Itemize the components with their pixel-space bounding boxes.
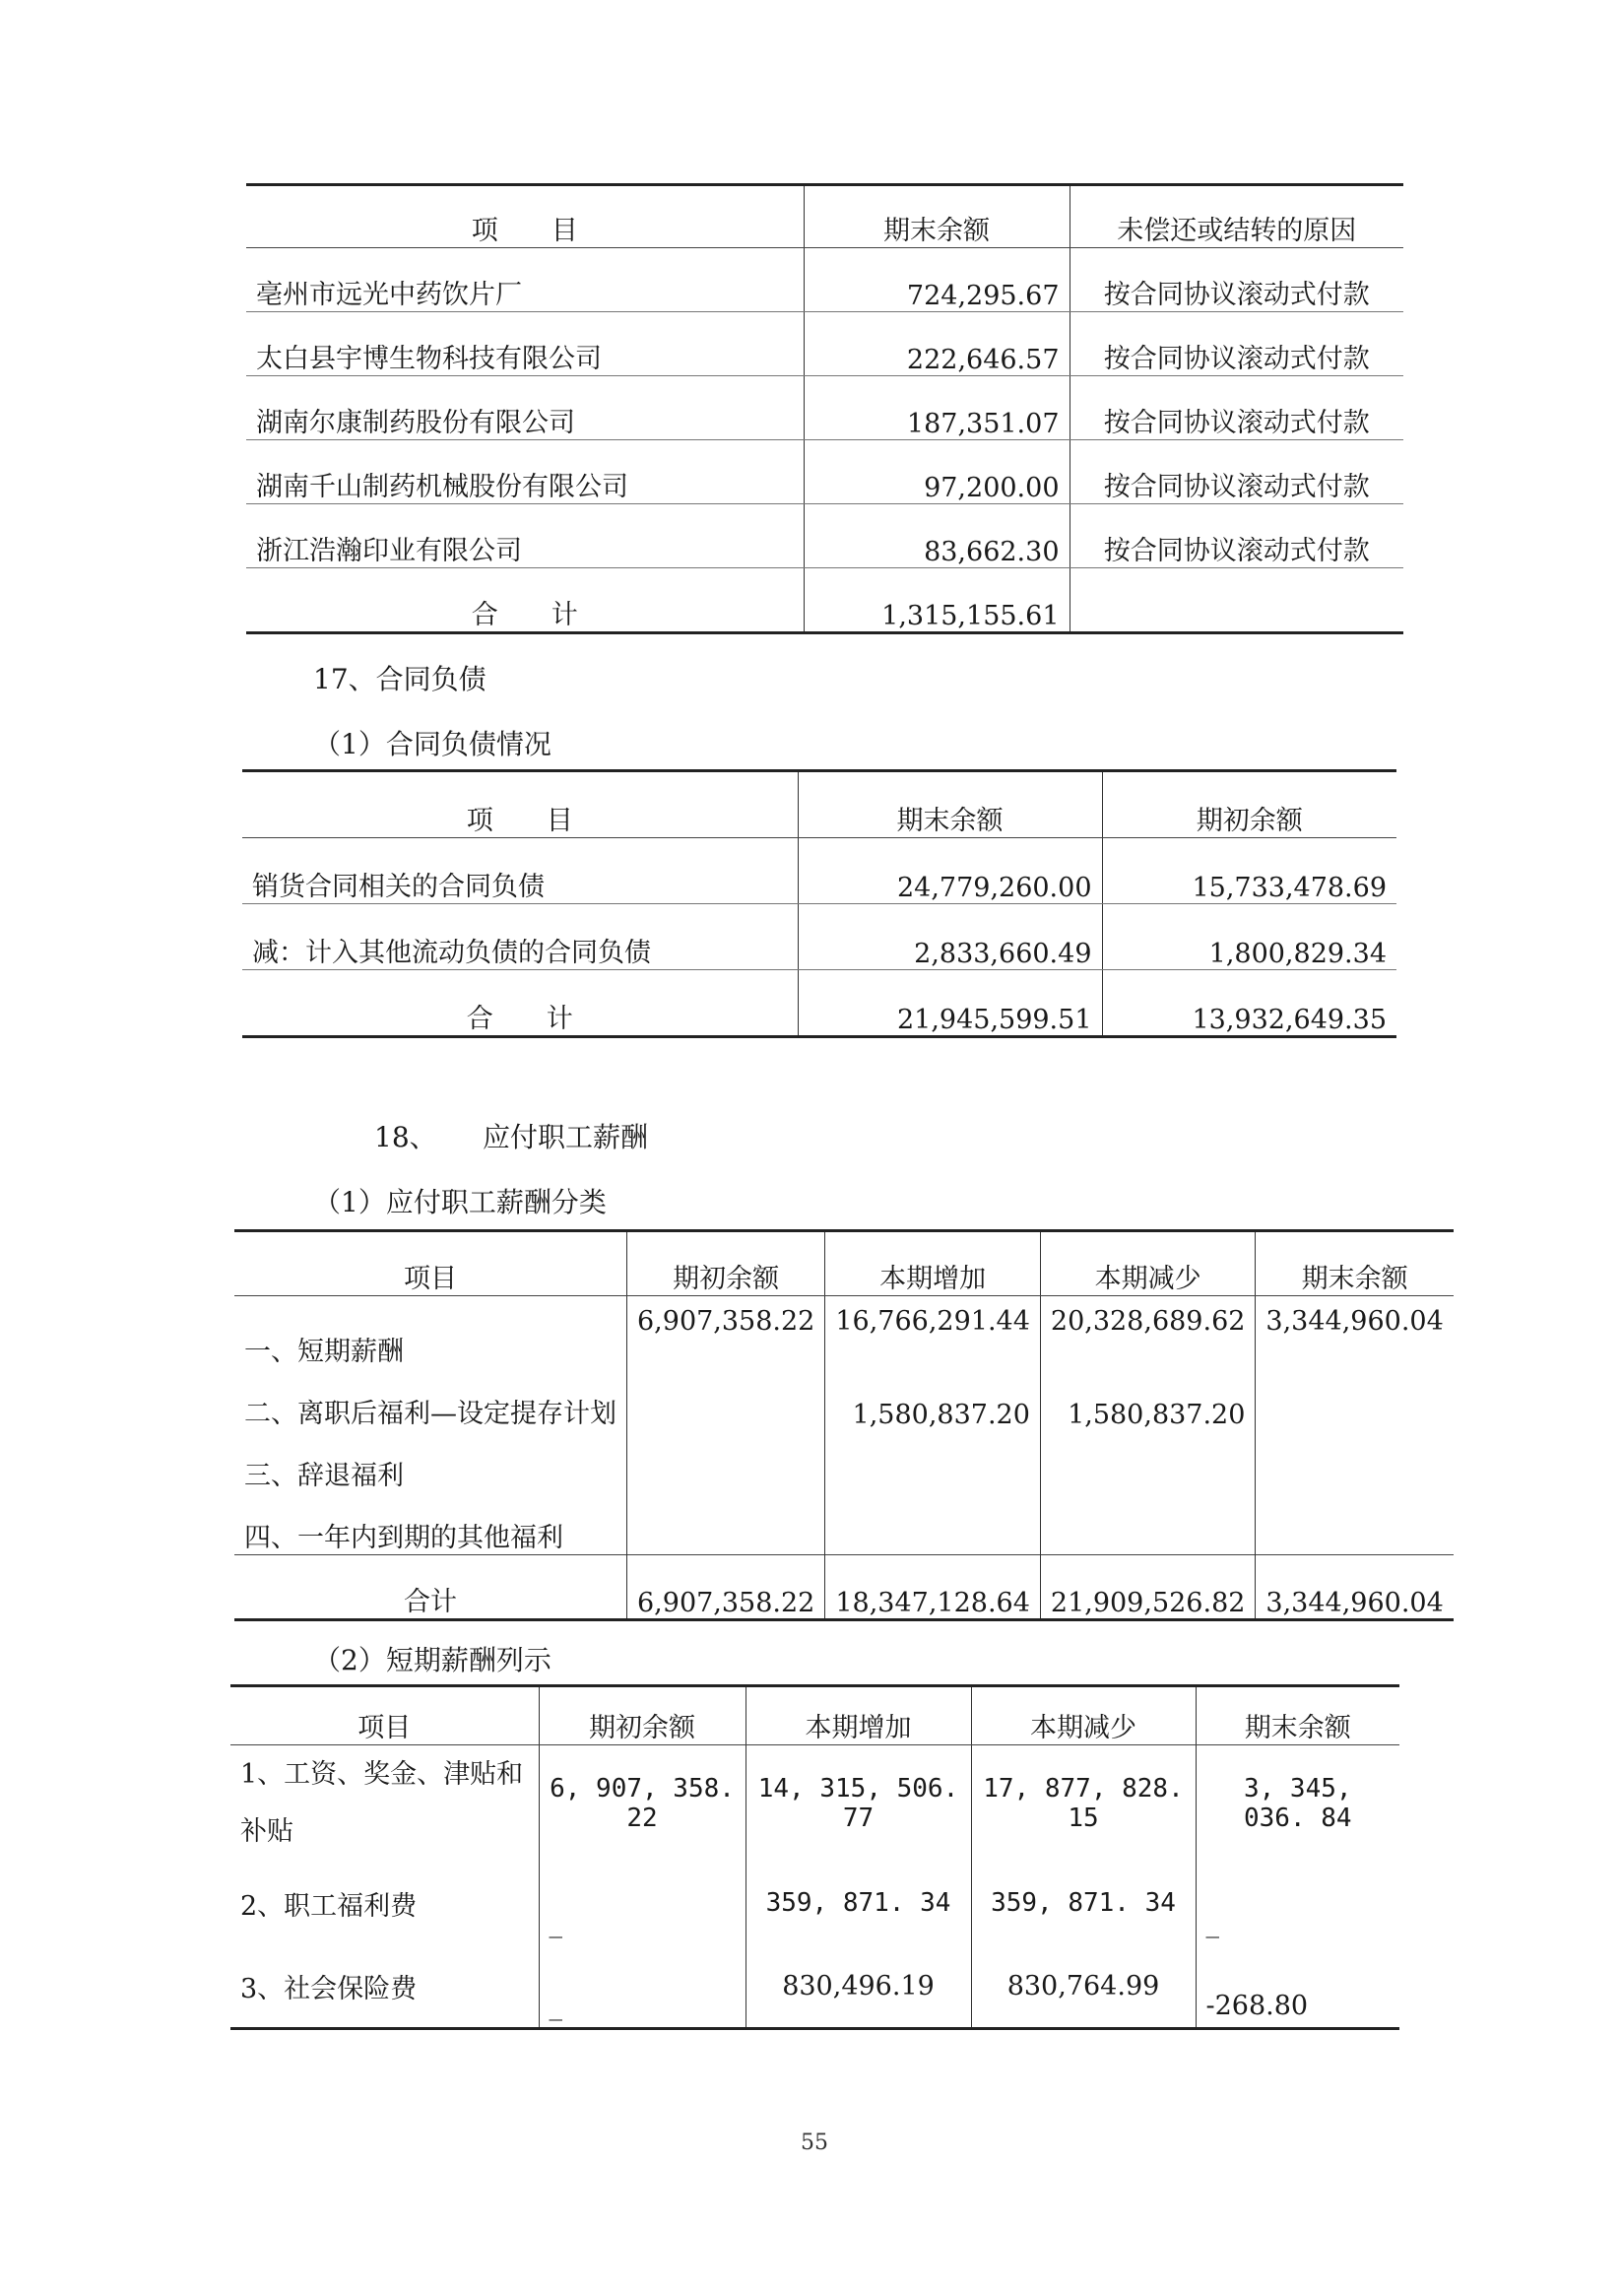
header-decrease: 本期减少 [971, 1686, 1196, 1745]
total-ending: 21,945,599.51 [798, 970, 1102, 1037]
table-row [246, 248, 1403, 312]
row-beginning [627, 1492, 825, 1555]
table-header-row [242, 771, 1396, 838]
header-beginning: 期初余额 [627, 1231, 825, 1296]
row-item: 3、社会保险费 [240, 1973, 418, 2004]
table-row [246, 504, 1403, 568]
row-decrease [1040, 1492, 1256, 1555]
row-ending: _ [1196, 1862, 1399, 1944]
row-ending: 3,344,960.04 [1256, 1296, 1454, 1369]
row-item: 四、一年内到期的其他福利 [244, 1523, 563, 1553]
row-reason: 按合同协议滚动式付款 [1070, 376, 1403, 440]
row-reason: 按合同协议滚动式付款 [1070, 312, 1403, 376]
header-beginning-balance: 期初余额 [1102, 771, 1396, 838]
table-row [234, 1430, 1454, 1492]
section-18-subtitle-1: （1）应付职工薪酬分类 [313, 1186, 607, 1218]
header-ending: 期末余额 [1196, 1686, 1399, 1745]
header-item: 项目 [230, 1686, 539, 1745]
payroll-classification-table [234, 1229, 1454, 1621]
header-beginning: 期初余额 [539, 1686, 746, 1745]
row-beginning: 15,733,478.69 [1102, 838, 1396, 904]
header-item: 项 目 [246, 185, 804, 248]
row-amount: 83,662.30 [804, 504, 1070, 568]
row-increase: 14, 315, 506. 77 [746, 1745, 971, 1863]
total-amount: 1,315,155.61 [804, 568, 1070, 633]
total-beginning: 6,907,358.22 [627, 1555, 825, 1620]
header-increase: 本期增加 [825, 1231, 1041, 1296]
row-amount: 97,200.00 [804, 440, 1070, 504]
row-ending [1256, 1430, 1454, 1492]
row-ending: 24,779,260.00 [798, 838, 1102, 904]
row-ending [1256, 1368, 1454, 1430]
table-row [234, 1492, 1454, 1555]
table-row [230, 1944, 1399, 2029]
table-row [242, 904, 1396, 970]
header-item: 项目 [234, 1231, 627, 1296]
row-beginning [627, 1368, 825, 1430]
total-increase: 18,347,128.64 [825, 1555, 1041, 1620]
row-increase [825, 1492, 1041, 1555]
row-item: 2、职工福利费 [240, 1890, 418, 1922]
row-item: 太白县宇博生物科技有限公司 [246, 312, 804, 376]
section-17-title: 17、合同负债 [313, 663, 486, 695]
row-ending [1256, 1492, 1454, 1555]
row-item: 销货合同相关的合同负债 [242, 838, 798, 904]
table-row [234, 1368, 1454, 1430]
table-row [246, 376, 1403, 440]
table-row [246, 440, 1403, 504]
total-row [234, 1555, 1454, 1620]
row-ending: 3, 345, 036. 84 [1196, 1745, 1399, 1863]
row-amount: 724,295.67 [804, 248, 1070, 312]
header-ending-balance: 期末余额 [798, 771, 1102, 838]
row-reason: 按合同协议滚动式付款 [1070, 440, 1403, 504]
row-ending: -268.80 [1196, 1944, 1399, 2029]
row-increase: 16,766,291.44 [825, 1296, 1041, 1369]
row-beginning: _ [539, 1944, 746, 2029]
total-label: 合 计 [471, 600, 578, 630]
row-item: 湖南尔康制药股份有限公司 [246, 376, 804, 440]
contract-liabilities-table [242, 769, 1396, 1038]
table-header-row [234, 1231, 1454, 1296]
short-term-payroll-table [230, 1684, 1399, 2030]
table-row [230, 1745, 1399, 1863]
row-increase: 1,580,837.20 [825, 1368, 1041, 1430]
row-decrease: 830,764.99 [971, 1944, 1196, 2029]
unpaid-payables-table [246, 183, 1403, 634]
header-increase: 本期增加 [746, 1686, 971, 1745]
header-decrease: 本期减少 [1040, 1231, 1256, 1296]
row-item: 亳州市远光中药饮片厂 [246, 248, 804, 312]
row-beginning: 6,907,358.22 [627, 1296, 825, 1369]
row-amount: 187,351.07 [804, 376, 1070, 440]
row-item: 三、辞退福利 [244, 1461, 404, 1491]
row-item: 湖南千山制药机械股份有限公司 [246, 440, 804, 504]
row-reason: 按合同协议滚动式付款 [1070, 504, 1403, 568]
row-item: 减：计入其他流动负债的合同负债 [242, 904, 798, 970]
total-reason-empty [1070, 568, 1403, 633]
row-decrease: 20,328,689.62 [1040, 1296, 1256, 1369]
table-header-row [246, 185, 1403, 248]
row-increase [825, 1430, 1041, 1492]
row-ending: 2,833,660.49 [798, 904, 1102, 970]
page-number: 55 [801, 2131, 828, 2155]
header-ending-balance: 期末余额 [804, 185, 1070, 248]
row-beginning: _ [539, 1862, 746, 1944]
total-label: 合计 [234, 1555, 627, 1620]
header-reason: 未偿还或结转的原因 [1070, 185, 1403, 248]
row-decrease: 359, 871. 34 [971, 1862, 1196, 1944]
row-increase: 830,496.19 [746, 1944, 971, 2029]
section-18-title: 应付职工薪酬 [483, 1121, 649, 1153]
total-decrease: 21,909,526.82 [1040, 1555, 1256, 1620]
total-label: 合 计 [466, 1004, 573, 1034]
total-row [246, 568, 1403, 633]
row-increase: 359, 871. 34 [746, 1862, 971, 1944]
header-ending: 期末余额 [1256, 1231, 1454, 1296]
row-decrease: 17, 877, 828. 15 [971, 1745, 1196, 1863]
row-beginning [627, 1430, 825, 1492]
row-item: 浙江浩瀚印业有限公司 [246, 504, 804, 568]
total-beginning: 13,932,649.35 [1102, 970, 1396, 1037]
table-row [234, 1296, 1454, 1369]
row-amount: 222,646.57 [804, 312, 1070, 376]
row-beginning: 1,800,829.34 [1102, 904, 1396, 970]
row-beginning: 6, 907, 358. 22 [539, 1745, 746, 1863]
section-18-subtitle-2: （2）短期薪酬列示 [313, 1644, 551, 1676]
row-item: 二、离职后福利—设定提存计划 [244, 1399, 616, 1429]
table-row [246, 312, 1403, 376]
table-row [230, 1862, 1399, 1944]
total-ending: 3,344,960.04 [1256, 1555, 1454, 1620]
row-reason: 按合同协议滚动式付款 [1070, 248, 1403, 312]
row-item: 一、短期薪酬 [244, 1337, 404, 1367]
row-decrease [1040, 1430, 1256, 1492]
section-17-subtitle: （1）合同负债情况 [313, 728, 551, 760]
row-decrease: 1,580,837.20 [1040, 1368, 1256, 1430]
table-header-row [230, 1686, 1399, 1745]
total-row [242, 970, 1396, 1037]
header-item: 项 目 [242, 771, 798, 838]
section-18-number: 18、 [374, 1121, 437, 1153]
row-item: 1、工资、奖金、津贴和补贴 [240, 1759, 524, 1847]
table-row [242, 838, 1396, 904]
